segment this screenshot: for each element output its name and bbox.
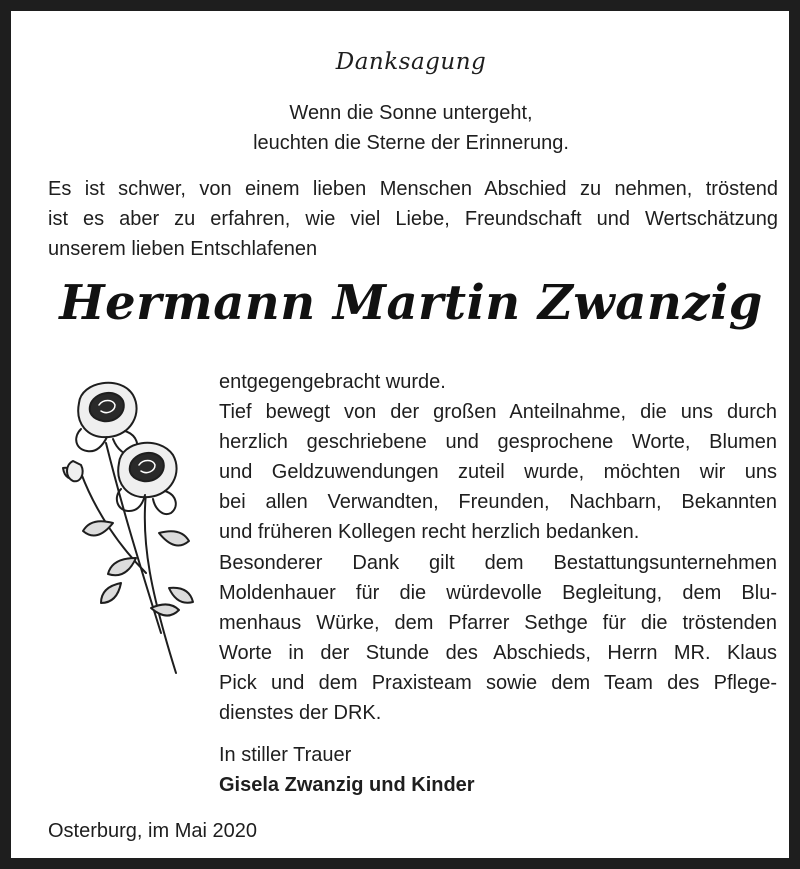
body-line: herzlich geschriebene und gesprochene Worte, Blumen: [219, 431, 777, 454]
motto: [11, 98, 800, 158]
deceased-name: Hermann Martin Zwanzig: [59, 275, 763, 331]
intro-line: ist es aber zu erfahren, wie viel Liebe, Freundschaft und Wertschätzung: [48, 208, 778, 230]
body-line: Pick und dem Praxisteam sowie dem Team des Pflege-: [219, 671, 777, 694]
body-line: Moldenhauer für die würdevolle Begleitung, dem Blu-: [219, 581, 777, 604]
body-line: Worte in der Stunde des Abschieds, Herrn MR. Klaus: [219, 641, 777, 664]
place-date: Osterburg, im Mai 2020: [48, 820, 257, 842]
motto-line: Wenn die Sonne untergeht,: [289, 102, 533, 124]
closing-phrase: In stiller Trauer: [219, 744, 352, 766]
closing-block: [219, 740, 475, 800]
body-line: und Geldzuwendungen zuteil wurde, möchten wir uns: [219, 461, 777, 484]
intro-line: unserem lieben Entschlafenen: [48, 238, 318, 260]
body-line: Besonderer Dank gilt dem Bestattungsunternehmen: [219, 551, 777, 574]
notice-heading: Danksagung: [335, 49, 487, 75]
body-line: bei allen Verwandten, Freunden, Nachbarn, Bekannten: [219, 491, 777, 514]
body-line: menhaus Würke, dem Pfarrer Sethge für die tröstenden: [219, 611, 777, 634]
signature: Gisela Zwanzig und Kinder: [219, 774, 475, 796]
intro-line: Es ist schwer, von einem lieben Menschen Abschied zu nehmen, tröstend: [48, 178, 778, 200]
thanks-paragraph: [219, 367, 777, 728]
rose-icon: [51, 373, 201, 683]
motto-line: leuchten die Sterne der Erinnerung.: [253, 132, 569, 154]
body-line: entgegengebracht wurde.: [219, 371, 446, 393]
intro-paragraph: [48, 174, 778, 264]
body-line: und früheren Kollegen recht herzlich bedanken.: [219, 521, 640, 544]
body-line: dienstes der DRK.: [219, 702, 382, 725]
body-line: Tief bewegt von der großen Anteilnahme, die uns durch: [219, 401, 777, 424]
